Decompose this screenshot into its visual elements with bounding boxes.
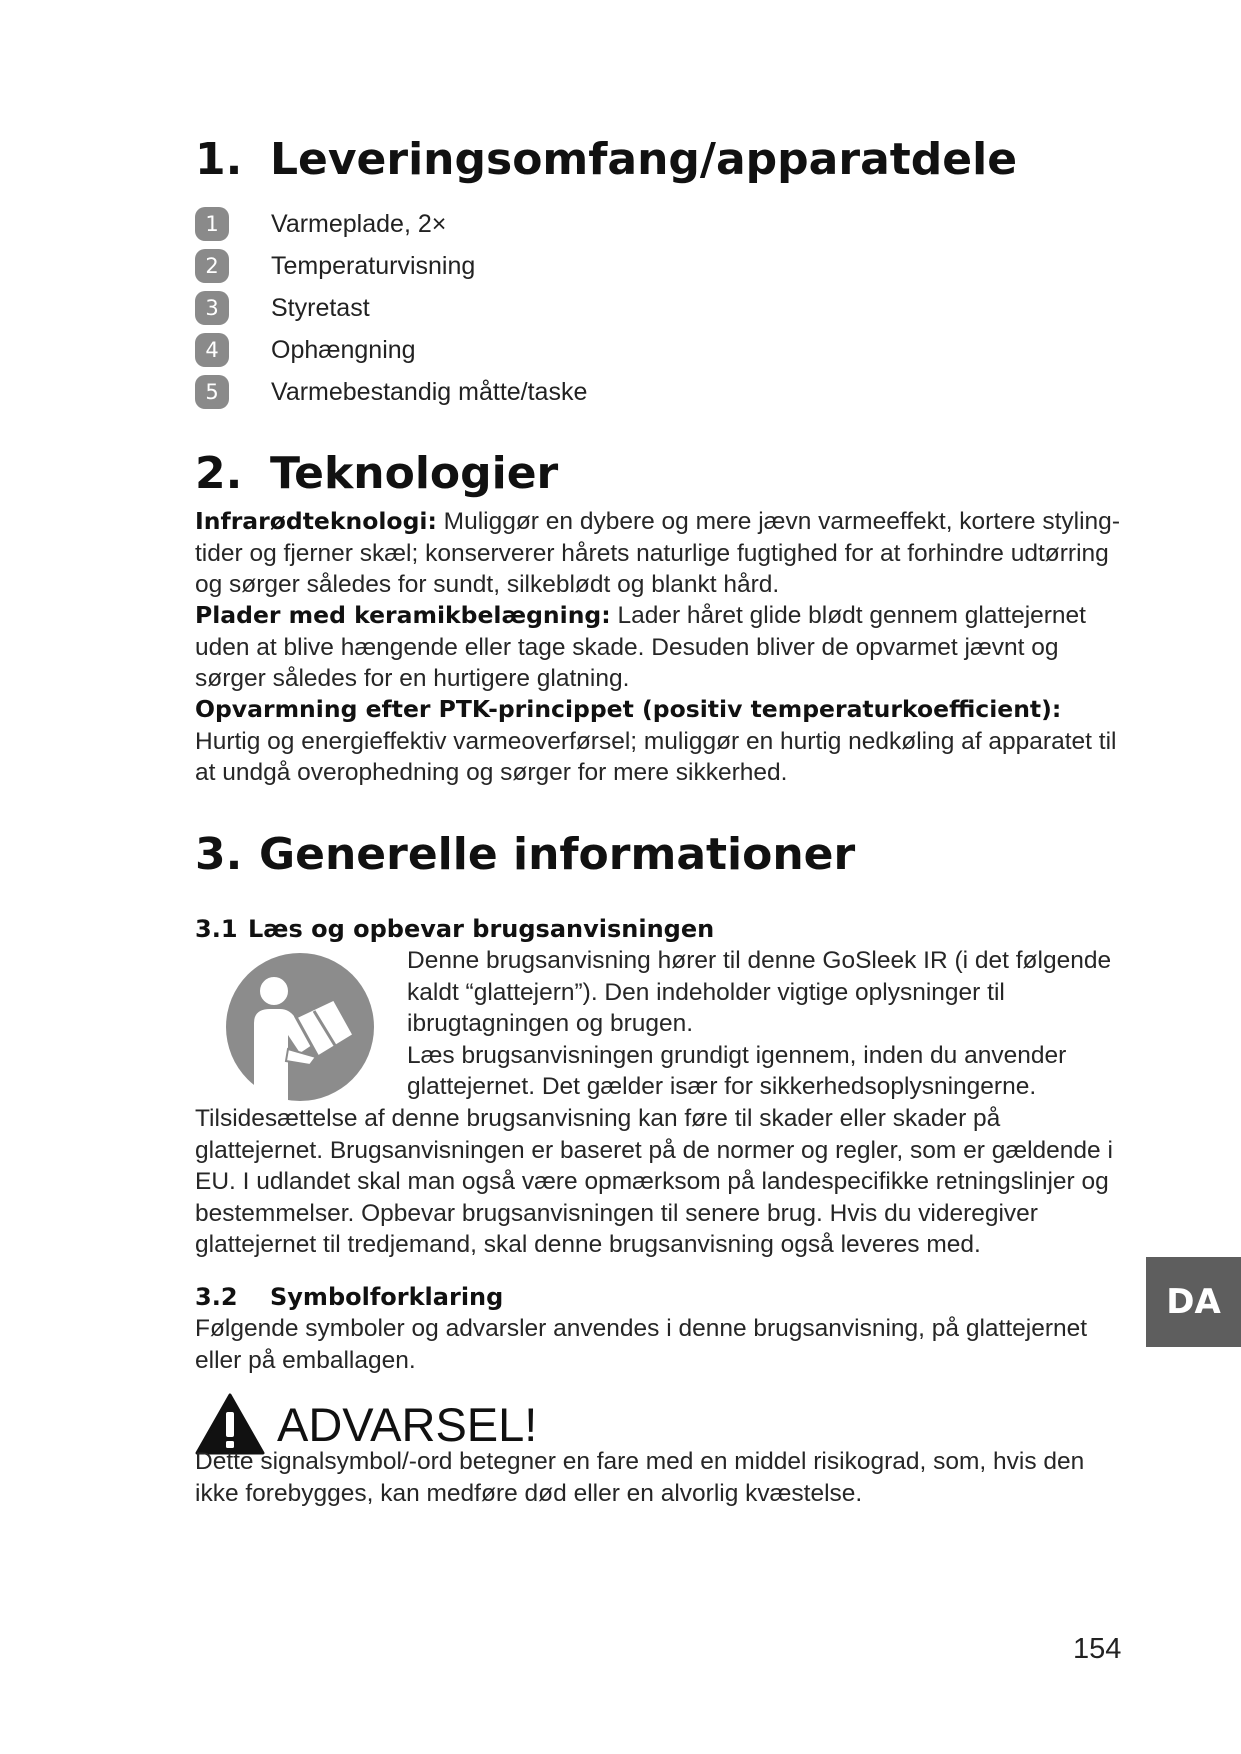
part-number-badge: 2 — [195, 249, 229, 283]
language-tab: DA — [1146, 1257, 1241, 1347]
technology-term: Plader med keramikbelægning: — [195, 601, 611, 629]
technology-paragraph-infrared — [195, 506, 1130, 601]
parts-list-item — [195, 332, 416, 368]
technology-description: Lader håret glide blødt gennem glattejernet uden at blive hængende eller tage skade. Desuden bliver de opvarmet jævnt og sørger således for en hurtigere glatning. — [195, 602, 1086, 692]
technology-description: Muliggør en dybere og mere jævn varmeeffekt, kortere stylingtider og fjerner skæl; konserverer hårets naturlige fugtighed for at forhindre udtørring og sørger således for sundt, silkeblødt og blankt hård. — [195, 508, 1120, 598]
part-label: Varmeplade, 2× — [271, 209, 447, 238]
page-number: 154 — [1073, 1633, 1122, 1665]
subsection-3-2-heading — [195, 1283, 503, 1311]
section-3-heading — [195, 829, 855, 881]
part-number-badge: 1 — [195, 207, 229, 241]
subsection-3-2-number: 3.2 — [195, 1283, 238, 1311]
manual-read-advice: Læs brugsanvisningen grundigt igennem, inden du anvender glattejernet. Det gælder især for sikkerhedsoplysningerne. — [407, 1041, 1067, 1100]
technology-term: Opvarmning efter PTK-princippet (positiv temperaturkoefficient): — [195, 695, 1062, 723]
subsection-3-1-title: Læs og opbevar brugsanvisningen — [248, 915, 715, 943]
read-manual-icon — [226, 953, 374, 1101]
part-label: Ophængning — [271, 335, 416, 364]
technology-description: Hurtig og energieffektiv varmeoverførsel; muliggør en hurtig nedkøling af apparatet til at undgå overophedning og sørger for mere sikkerhed. — [195, 727, 1117, 786]
warning-label: ADVARSEL! — [277, 1397, 538, 1451]
manual-intro-text — [407, 945, 1137, 1103]
symbol-explanation-text: Følgende symboler og advarsler anvendes i denne brugsanvisning, på glattejernet eller på emballagen. — [195, 1315, 1088, 1374]
section-2-number: 2. — [195, 448, 243, 499]
manual-intro-sentence: Denne brugsanvisning hører til denne GoSleek IR (i det følgende kaldt “glattejern”). Den indeholder vigtige oplysninger til ibrugtagningen og brugen. — [407, 947, 1112, 1037]
parts-list-item — [195, 290, 370, 326]
part-label: Temperaturvisning — [271, 251, 476, 280]
part-label: Styretast — [271, 293, 370, 322]
manual-paragraph: Tilsidesættelse af denne brugsanvisning kan føre til skader eller skader på glattejernet. Brugsanvisningen er baseret på de normer og regler, som er gældende i EU. I udlandet skal man også være opmærksom på landespecifikke retningslinjer og bestemmelser. Opbevar brugsanvisningen til senere brug. Hvis du videregiver glattejernet til tredjemand, skal denne brugsanvisning også leveres med. — [195, 1105, 1113, 1258]
subsection-3-2-title: Symbolforklaring — [270, 1283, 504, 1311]
part-label: Varmebestandig måtte/taske — [271, 377, 588, 406]
parts-list-item — [195, 374, 588, 410]
part-number-badge: 5 — [195, 375, 229, 409]
technology-paragraph-ceramic — [195, 600, 1130, 695]
technology-term: Infrarødteknologi: — [195, 507, 437, 535]
section-1-heading — [195, 134, 1017, 186]
technology-paragraph-ptc — [195, 694, 1130, 789]
subsection-3-1-number: 3.1 — [195, 915, 238, 943]
part-number-badge: 4 — [195, 333, 229, 367]
warning-description: Dette signalsymbol/-ord betegner en fare med en middel risikograd, som, hvis den ikke forebygges, kan medføre død eller en alvorlig kvæstelse. — [195, 1448, 1085, 1507]
section-3-number: 3. — [195, 829, 243, 880]
section-2-title: Teknologier — [270, 448, 559, 499]
section-1-title: Leveringsomfang/apparatdele — [270, 134, 1018, 185]
parts-list-item — [195, 206, 447, 242]
part-number-badge: 3 — [195, 291, 229, 325]
section-3-title: Generelle informationer — [259, 829, 856, 880]
subsection-3-1-heading — [195, 915, 714, 943]
section-2-heading — [195, 448, 558, 500]
section-1-number: 1. — [195, 134, 243, 185]
parts-list-item — [195, 248, 476, 284]
